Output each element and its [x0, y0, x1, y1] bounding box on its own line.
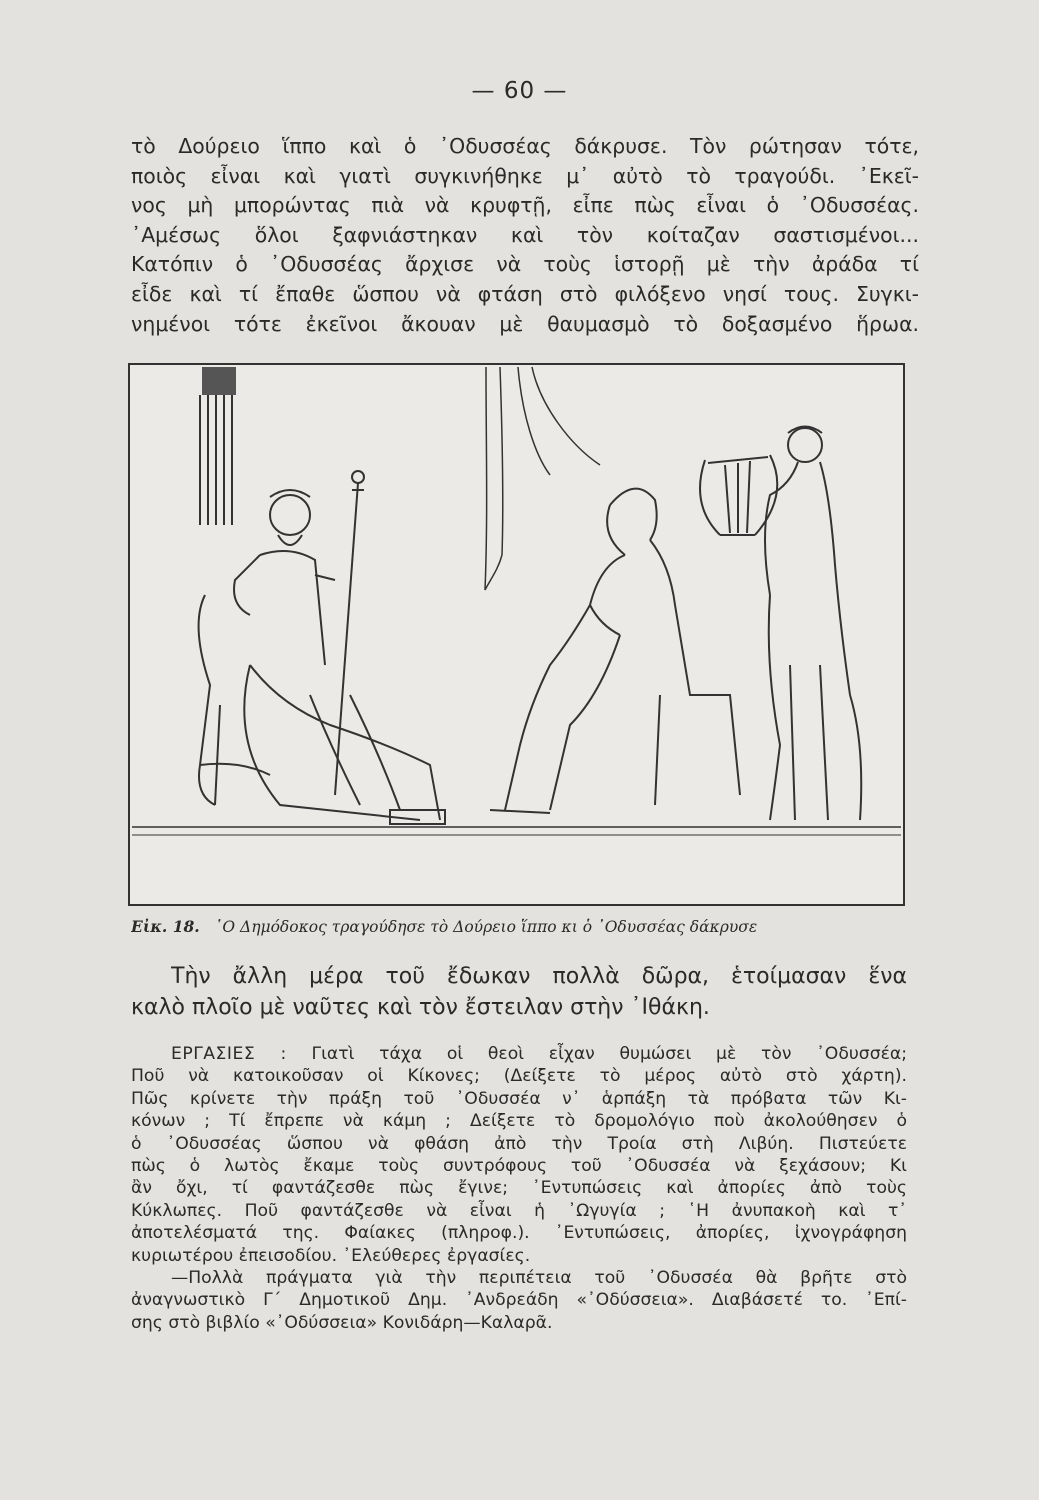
exercises-heading: ΕΡΓΑΣΙΕΣ :: [171, 1044, 287, 1064]
paragraph-2: [131, 961, 907, 1023]
column: [200, 367, 236, 525]
exercise-line: ἀποτελέσματά της. Φαίακες (πληροφ.). ᾿Εντυπώσεις, ἀπορίες, ἰχνογράφηση: [131, 1223, 907, 1244]
exercises-section: [131, 1043, 907, 1334]
exercise-line: ὁ ᾿Οδυσσέας ὥσπου νὰ φθάση ἀπὸ τὴν Τροία στὴ Λιβύη. Πιστεύετε: [131, 1133, 907, 1154]
note-line: σης στὸ βιβλίο «᾿Οδύσσεια» Κονιδάρη—Καλαρᾶ.: [131, 1312, 553, 1333]
text-line: καλὸ πλοῖο μὲ ναῦτες καὶ τὸν ἔστειλαν στὴν ᾿Ιθάκη.: [131, 995, 710, 1020]
text-line: Τὴν ἄλλη μέρα τοῦ ἔδωκαν πολλὰ δῶρα, ἑτοίμασαν ἕνα: [171, 964, 907, 989]
note-line: —Πολλὰ πράγματα γιὰ τὴν περιπέτεια τοῦ ᾿Οδυσσέα θὰ βρῆτε στὸ: [171, 1268, 907, 1289]
seated-king: [199, 490, 445, 824]
figure-caption-text: ῾Ο Δημόδοκος τραγούδησε τὸ Δούρειο ἵππο κι ὁ ᾿Οδυσσέας δάκρυσε: [214, 918, 758, 936]
line-drawing: [130, 365, 903, 904]
exercise-line: Πῶς κρίνετε τὴν πράξη τοῦ ᾿Οδυσσέα ν᾿ ἁρπάξη τὰ πρόβατα τῶν Κι-: [131, 1088, 907, 1109]
text-line: Κατόπιν ὁ ᾿Οδυσσέας ἄρχισε νὰ τοὺς ἱστορῇ μὲ τὴν ἀράδα τί: [131, 252, 919, 277]
text-line: ᾿Αμέσως ὅλοι ξαφνιάστηκαν καὶ τὸν κοίταζαν σαστισμένοι...: [131, 222, 919, 247]
exercise-line: ἂν ὄχι, τί φαντάζεσθε πὼς ἔγινε; ᾿Εντυπώσεις καὶ ἀπορίες ἀπὸ τοὺς: [131, 1178, 907, 1199]
text-line: τὸ Δούρειο ἵππο καὶ ὁ ᾿Οδυσσέας δάκρυσε. Τὸν ρώτησαν τότε,: [131, 134, 919, 158]
exercise-line: κυριωτέρου ἐπεισοδίου. ᾿Ελεύθερες ἐργασίες.: [131, 1245, 531, 1266]
exercise-line: Κύκλωπες. Ποῦ φαντάζεσθε νὰ εἶναι ἡ ᾿Ωγυγία ; ῾Η ἀνυπακοὴ καὶ τ᾿: [131, 1200, 907, 1221]
figure-caption: [131, 917, 931, 936]
singer-demodocus: [700, 427, 861, 821]
text-line: εἶδε καὶ τί ἔπαθε ὥσπου νὰ φτάση στὸ φιλόξενο νησί τους. Συγκι-: [131, 281, 919, 306]
page-number: — 60 —: [471, 78, 568, 104]
text-line: νος μὴ μπορώντας πιὰ νὰ κρυφτῇ, εἶπε πὼς εἶναι ὁ ᾿Οδυσσέας.: [131, 193, 919, 218]
exercises-first-line: [131, 1043, 907, 1065]
exercise-line: Ποῦ νὰ κατοικοῦσαν οἱ Κίκονες; (Δείξετε τὸ μέρος αὐτὸ στὸ χάρτη).: [131, 1066, 907, 1087]
paragraph-1: [131, 132, 919, 339]
weeping-odysseus: [490, 489, 740, 813]
curtain: [485, 367, 600, 590]
illustration-demodocus: [128, 363, 905, 906]
text-line: νημένοι τότε ἐκεῖνοι ἄκουαν μὲ θαυμασμὸ τὸ δοξασμένο ἥρωα.: [131, 311, 919, 336]
exercise-line: κόνων ; Τί ἔπρεπε νὰ κάμη ; Δείξετε τὸ δρομολόγιο ποὺ ἀκολούθησεν ὁ: [131, 1111, 907, 1132]
note-line: ἀναγνωστικὸ Γ΄ Δημοτικοῦ Δημ. ᾿Ανδρεάδη «᾿Οδύσσεια». Διαβάσετέ το. ᾿Επί-: [131, 1290, 907, 1311]
sceptre: [335, 471, 364, 795]
exercise-line: πὼς ὁ λωτὸς ἔκαμε τοὺς συντρόφους τοῦ ᾿Οδυσσέα νὰ ξεχάσουν; Κι: [131, 1156, 907, 1177]
figure-label: Εἰκ. 18.: [131, 917, 200, 936]
exercise-text: Γιατὶ τάχα οἱ θεοὶ εἶχαν θυμώσει μὲ τὸν ᾿Οδυσσέα;: [311, 1044, 907, 1064]
text-line: ποιὸς εἶναι καὶ γιατὶ συγκινήθηκε μ᾿ αὐτὸ τὸ τραγούδι. ᾿Εκεῖ-: [131, 163, 919, 188]
